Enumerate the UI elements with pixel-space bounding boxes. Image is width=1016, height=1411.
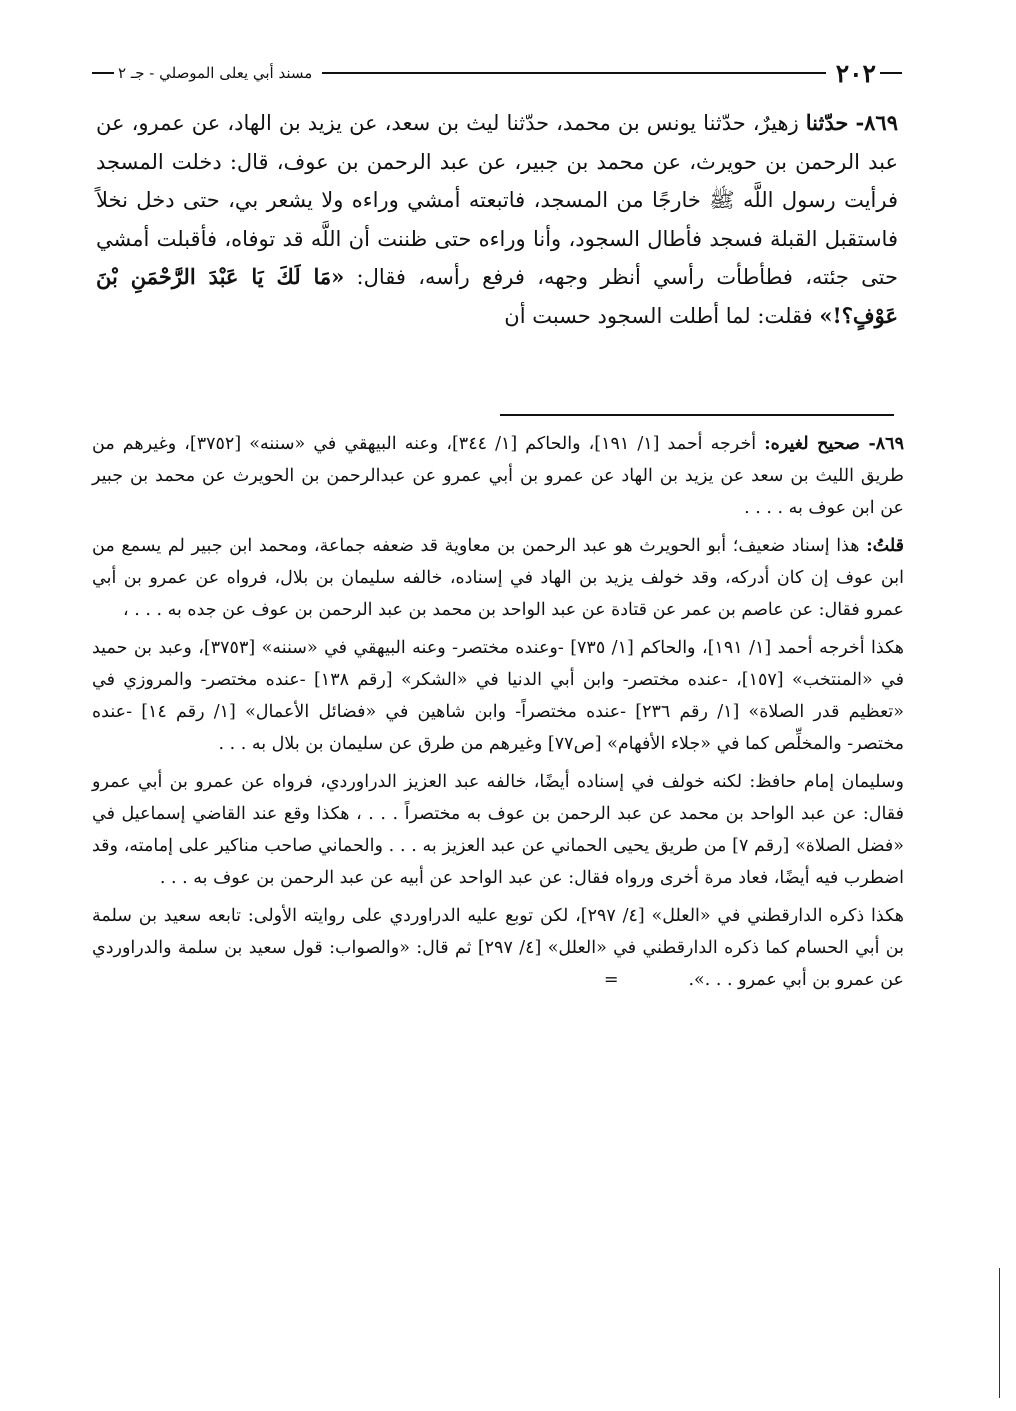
- footnote-text: أخرجه أحمد [١/ ١٩١]، والحاكم [١/ ٣٤٤]، وعنه البيهقي في «سننه» [٣٧٥٢]، وغيرهم من طريق الليث بن سعد عن يزيد بن الهاد عن عمرو بن أبي عمرو عن عبدالرحمن بن الحويرث عن محمد بن جبير عن ابن عوف به . . . .: [92, 434, 904, 518]
- footnote-paragraph: [92, 428, 904, 524]
- hadith-body: [96, 104, 898, 335]
- hadith-text: زهيرٌ، حدّثنا يونس بن محمد، حدّثنا ليث بن سعد، عن يزيد بن الهاد، عن عمرو، عن عبد الرحمن بن حويرث، عن محمد بن جبير، عن عبد الرحمن بن عوف، قال: دخلت المسجد فرأيت رسول اللَّه ﷺ خارجًا من المسجد، فاتبعته أمشي وراءه ولا يشعر بي، حتى دخل نخلاً فاستقبل القبلة فسجد فأطال السجود، وأنا وراءه حتى ظننت أن اللَّه قد توفاه، فأقبلت أمشي حتى جئته، فطأطأت رأسي أنظر وجهه، فرفع رأسه، فقال:: [96, 111, 898, 289]
- hadith-opening-word: حدّثنا: [805, 110, 849, 135]
- page-header: [92, 56, 902, 90]
- footnote-text: هكذا ذكره الدارقطني في «العلل» [٤/ ٢٩٧]، لكن توبع عليه الدراوردي على روايته الأولى: تابعه سعيد بن سلمة بن أبي الحسام كما ذكره الدارقطني في «العلل» [٤/ ٢٩٧] ثم قال: «والصواب: قول سعيد بن سلمة والدراوردي عن عمرو بن أبي عمرو . . .».: [92, 906, 904, 990]
- running-title: مسند أبي يعلى الموصلي - جـ ٢: [118, 64, 313, 82]
- footnote-paragraph: [92, 530, 904, 626]
- page-number: ٢٠٢: [835, 58, 876, 88]
- hadith-tail: فقلت: لما أطلت السجود حسبت أن: [504, 303, 820, 328]
- margin-line: [999, 1268, 1000, 1398]
- header-rule: [322, 72, 825, 74]
- editor-comment-label: قلتُ:: [866, 536, 904, 556]
- footnote-paragraph: وسليمان إمام حافظ: لكنه خولف في إسناده أيضًا، خالفه عبد العزيز الدراوردي، فرواه عن عمرو بن أبي عمرو فقال: عن عبد الواحد بن محمد عن عبد الرحمن بن عوف به مختصراً . . . ، هكذا وقع عند القاضي إسماعيل في «فضل الصلاة» [رقم ٧] من طريق يحيى الحماني عن عبد العزيز به . . . والحماني صاحب مناكير على إمامته، وقد اضطرب فيه أيضًا، فعاد مرة أخرى ورواه فقال: عن عبد الواحد عن أبيه عن عبد الرحمن بن عوف به . . .: [92, 772, 904, 888]
- footnote-paragraph: [92, 900, 904, 996]
- footnote-separator: [500, 414, 894, 416]
- hadith-number: ٨٦٩-: [855, 110, 898, 135]
- prophet-quote: «مَا لَكَ يَا عَبْدَ الرَّحْمَنِ بْنَ عَوْفٍ؟!»: [96, 264, 898, 328]
- grading-label: ٨٦٩- صحيح لغيره:: [764, 434, 904, 454]
- continuation-mark: =: [603, 970, 619, 990]
- header-dash-right: [880, 72, 902, 74]
- header-dash-left: [92, 72, 114, 74]
- footnote-paragraph: هكذا أخرجه أحمد [١/ ١٩١]، والحاكم [١/ ٧٣٥] -وعنده مختصر- وعنه البيهقي في «سننه» [٣٧٥٣]، وعبد بن حميد في «المنتخب» [١٥٧]، -عنده مختصر- وابن أبي الدنيا في «الشكر» [رقم ١٣٨] -عنده مختصر- والمروزي في «تعظيم قدر الصلاة» [١/ رقم ٢٣٦] -عنده مختصراً- وابن شاهين في «فضائل الأعمال» [١/ رقم ١٤] -عنده مختصر- والمخلِّص كما في «جلاء الأفهام» [ص٧٧] وغيرهم من طرق عن سليمان بن بلال به . . .: [92, 638, 904, 754]
- footnotes: [92, 428, 904, 1002]
- footnote-text: هذا إسناد ضعيف؛ أبو الحويرث هو عبد الرحمن بن معاوية قد ضعفه جماعة، ومحمد ابن جبير لم يسمع من ابن عوف إن كان أدركه، وقد خولف يزيد بن الهاد في إسناده، خالفه سليمان بن بلال، فرواه عن عمرو بن أبي عمرو فقال: عن عاصم بن عمر عن قتادة عن عبد الواحد بن محمد بن عبد الرحمن بن عوف عن جده به . . . ،: [92, 536, 904, 620]
- hadith-paragraph: [96, 104, 898, 335]
